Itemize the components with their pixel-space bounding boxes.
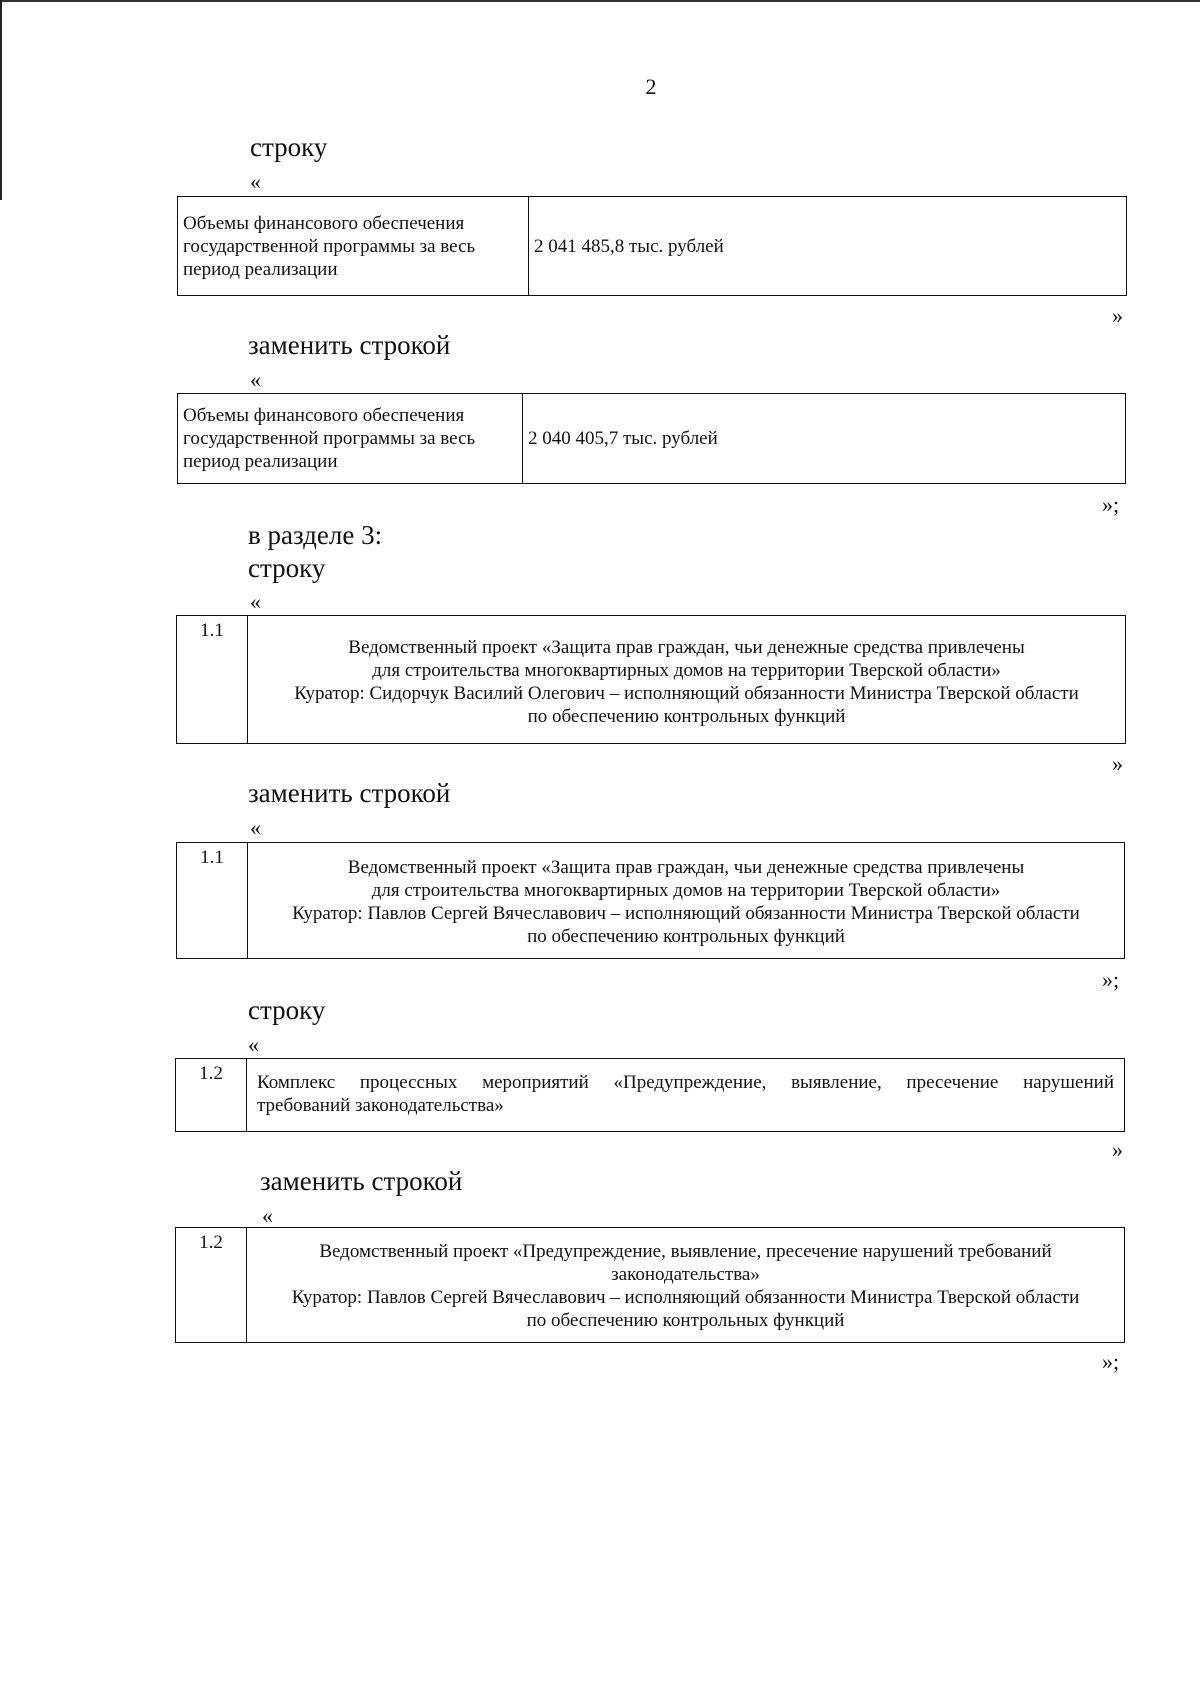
open-quote-4: « <box>250 815 261 840</box>
measures-line: требований законодательства» <box>257 1095 504 1116</box>
close-quote-1: » <box>1112 303 1123 328</box>
table-row <box>176 1059 1125 1132</box>
close-quote-6: »; <box>1102 1349 1120 1374</box>
project-line: для строительства многоквартирных домов на территории Тверской области» <box>372 659 1001 681</box>
curator-line: по обеспечению контрольных функций <box>527 705 846 727</box>
heading-zamenit-1: заменить строкой <box>248 330 451 360</box>
heading-stroku-2: строку <box>248 553 326 583</box>
section-heading: в разделе 3: <box>248 520 383 550</box>
project-line: Ведомственный проект «Защита прав граждан, чьи денежные средства привлечены <box>348 636 1025 658</box>
curator-line: Куратор: Павлов Сергей Вячеславович – исполняющий обязанности Министра Тверской области <box>292 902 1080 924</box>
project-line: Ведомственный проект «Защита прав граждан, чьи денежные средства привлечены <box>347 856 1025 878</box>
open-quote-2: « <box>250 367 261 392</box>
heading-zamenit-3: заменить строкой <box>260 1166 463 1196</box>
finance-label-line: период реализации <box>183 451 338 472</box>
table-row <box>178 197 1127 296</box>
finance-label-line: государственной программы за весь <box>183 428 476 449</box>
page-number: 2 <box>645 74 657 99</box>
row-number-cell: 1.1 <box>177 843 248 959</box>
project-description-cell <box>248 616 1126 744</box>
row-number-cell: 1.1 <box>177 616 248 744</box>
finance-label-line: период реализации <box>183 258 338 280</box>
finance-label-cell <box>178 197 529 296</box>
curator-line: по обеспечению контрольных функций <box>526 1310 845 1331</box>
open-quote-1: « <box>250 169 261 194</box>
project-table-1-1-new <box>176 842 1125 959</box>
row-number-cell: 1.2 <box>176 1059 247 1132</box>
curator-line: Куратор: Сидорчук Василий Олегович – исполняющий обязанности Министра Тверской области <box>294 682 1079 704</box>
project-table-1-1-old <box>176 615 1126 744</box>
finance-value-cell: 2 040 405,7 тыс. рублей <box>523 394 1126 484</box>
project-table-1-2-new <box>175 1227 1125 1343</box>
close-quote-2: »; <box>1102 492 1120 517</box>
row-number-cell: 1.2 <box>176 1228 247 1343</box>
finance-value-cell: 2 041 485,8 тыс. рублей <box>529 197 1127 296</box>
measures-description-cell <box>247 1059 1125 1132</box>
project-line: для строительства многоквартирных домов на территории Тверской области» <box>371 879 1001 901</box>
finance-table-old <box>177 196 1127 296</box>
table-row <box>177 616 1126 744</box>
scan-edge-top <box>0 0 1200 2</box>
open-quote-6: « <box>262 1203 273 1228</box>
close-quote-4: »; <box>1102 967 1120 992</box>
finance-label-line: Объемы финансового обеспечения <box>183 405 465 426</box>
heading-zamenit-2: заменить строкой <box>248 778 451 808</box>
project-line: законодательства» <box>611 1264 760 1285</box>
curator-line: по обеспечению контрольных функций <box>527 925 845 947</box>
project-line: Ведомственный проект «Предупреждение, выявление, пресечение нарушений требований <box>319 1241 1052 1262</box>
close-quote-5: » <box>1112 1137 1123 1162</box>
finance-table-new <box>177 393 1126 484</box>
open-quote-5: « <box>248 1032 259 1057</box>
close-quote-3: » <box>1112 751 1123 776</box>
finance-label-cell <box>178 394 523 484</box>
table-row <box>177 843 1125 959</box>
finance-label-line: Объемы финансового обеспечения <box>183 212 465 234</box>
finance-label-line: государственной программы за весь <box>183 235 476 257</box>
curator-line: Куратор: Павлов Сергей Вячеславович – исполняющий обязанности Министра Тверской области <box>291 1287 1080 1308</box>
table-row <box>178 394 1126 484</box>
project-description-cell <box>248 843 1125 959</box>
project-description-cell <box>247 1228 1125 1343</box>
scan-edge-left <box>0 0 2 200</box>
heading-stroku-3: строку <box>248 995 326 1025</box>
measures-table-1-2-old <box>175 1058 1125 1132</box>
measures-line: Комплекс процессных мероприятий «Предупреждение, выявление, пресечение нарушений <box>257 1072 1114 1093</box>
table-row <box>176 1228 1125 1343</box>
heading-stroku-1: строку <box>250 132 328 162</box>
open-quote-3: « <box>250 589 261 614</box>
